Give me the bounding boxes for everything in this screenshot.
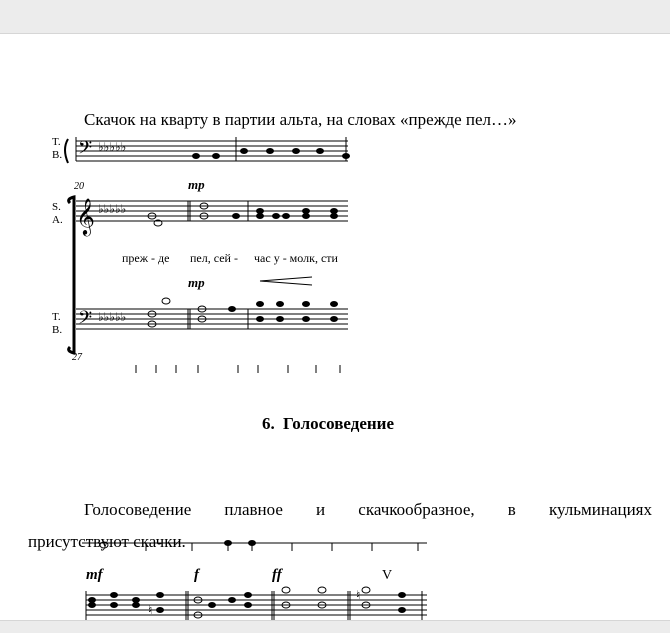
system-bracket	[69, 197, 74, 353]
dynamic-marking: mp	[188, 177, 205, 192]
lyric-syllables-3: час у - молк, сти	[254, 251, 338, 265]
flats-key-signature: ♭♭♭♭♭	[98, 310, 127, 324]
voice-label-bass: B.	[52, 324, 63, 336]
bass-clef-icon: 𝄢	[78, 137, 93, 162]
toolbar-area	[0, 0, 670, 34]
dynamic-marking: mp	[188, 275, 205, 290]
score-excerpt-2	[82, 539, 427, 620]
voice-label-soprano: S.	[52, 201, 61, 213]
treble-clef-icon: 𝄞	[76, 198, 95, 234]
bass-clef-icon: 𝄢	[78, 307, 93, 332]
paragraph-line: Голосоведение плавное и скачкообразное, в кульминациях	[84, 500, 652, 519]
measure-number: 20	[74, 181, 84, 192]
natural-sign-icon: ♮	[148, 603, 153, 617]
section-title: Голосоведение	[282, 414, 395, 433]
score-excerpt-1	[48, 137, 350, 405]
lyric-syllables-1: преж - де	[122, 251, 170, 265]
lyric-syllables-2: пел, сей -	[190, 251, 238, 265]
section-heading	[0, 414, 656, 434]
voice-label-alto: A.	[52, 214, 63, 226]
paragraph-line: присутствуют скачки.	[28, 532, 186, 551]
flats-key-signature: ♭♭♭♭♭	[98, 202, 127, 216]
natural-sign-icon: ♮	[356, 588, 361, 602]
status-area	[0, 620, 670, 633]
crescendo-hairpin	[260, 277, 312, 285]
top-staff-label-bass: B.	[52, 149, 63, 161]
dynamic-marking: ff	[272, 567, 282, 583]
score-caption: Скачок на кварту в партии альта, на словах «прежде пел…»	[84, 110, 517, 129]
measure-number: 27	[72, 352, 82, 363]
top-staff-notes	[192, 148, 350, 159]
document-page	[0, 34, 670, 620]
voice-label-tenor: T.	[52, 311, 61, 323]
bracket	[65, 139, 68, 163]
main-staff-notes	[194, 587, 370, 618]
dynamic-marking: mf	[86, 567, 103, 583]
dynamic-marking: f	[194, 567, 199, 583]
accent-marking: V	[382, 568, 393, 583]
flats-key-signature: ♭♭♭♭♭	[98, 140, 127, 154]
section-number: 6.	[261, 414, 275, 433]
lower-staff-notes	[148, 298, 206, 327]
top-staff-label-tenor: T.	[52, 137, 61, 148]
next-system-stems	[136, 365, 340, 373]
